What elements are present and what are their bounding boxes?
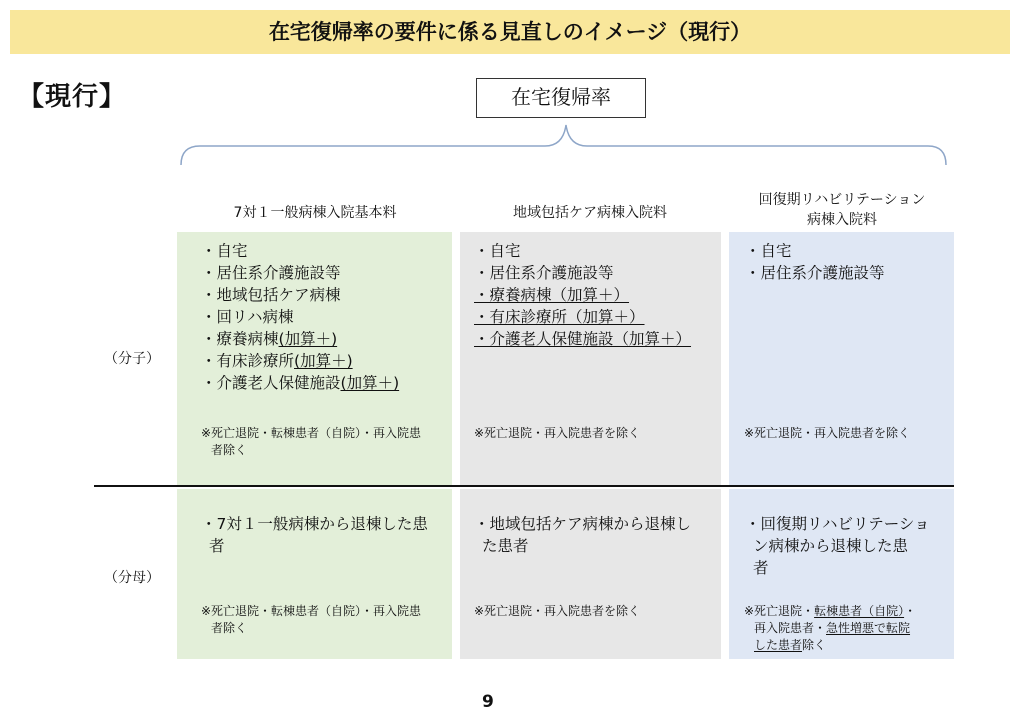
list-item: ・居住系介護施設等	[745, 264, 885, 282]
divider	[94, 485, 954, 487]
list-item: ・居住系介護施設等	[474, 264, 614, 282]
rate-box: 在宅復帰率	[476, 78, 646, 118]
list-item: ・自宅	[201, 242, 248, 260]
list-item: ・有床診療所（加算＋）	[474, 308, 645, 326]
list-item: ・回リハ病棟	[201, 308, 294, 326]
section-label: 【現行】	[18, 82, 127, 112]
list-item: ・療養病棟（加算＋）	[474, 286, 630, 304]
numerator-cell-recovery-rehab	[729, 232, 954, 485]
denominator-cell-recovery-rehab: ・回復期リハビリテーショ ン病棟から退棟した患 者	[729, 489, 954, 659]
denominator-note-recovery-rehab: ※死亡退院・転棟患者（自院）・ 再入院患者・急性増悪で転院 した患者除く	[744, 604, 917, 652]
numerator-note-7-1: ※死亡退院・転棟患者（自院）・再入院患 者除く	[201, 426, 422, 457]
denominator-note-community-care: ※死亡退院・再入院患者を除く	[474, 604, 641, 618]
list-item: ・居住系介護施設等	[201, 264, 341, 282]
list-item: ・地域包括ケア病棟	[201, 286, 341, 304]
numerator-note-recovery-rehab: ※死亡退院・再入院患者を除く	[744, 426, 911, 440]
list-item: ・自宅	[474, 242, 521, 260]
row-label-numerator: （分子）	[104, 351, 160, 367]
list-item: ・介護老人保健施設（加算＋）	[474, 330, 692, 348]
column-header-7-1: 7対１一般病棟入院基本料	[233, 205, 397, 221]
column-header-recovery-rehab: 回復期リハビリテーション 病棟入院料	[758, 192, 926, 228]
denominator-cell-community-care: ・地域包括ケア病棟から退棟し た患者	[460, 489, 721, 659]
row-label-denominator: （分母）	[104, 570, 160, 586]
page-number: 9	[482, 692, 494, 712]
numerator-note-community-care: ※死亡退院・再入院患者を除く	[474, 426, 641, 440]
denominator-cell-7-1: ・7対１一般病棟から退棟した患 者	[177, 489, 452, 659]
list-item: ・療養病棟(加算＋)	[201, 330, 338, 348]
denominator-note-7-1: ※死亡退院・転棟患者（自院）・再入院患 者除く	[201, 604, 422, 635]
page-title: 在宅復帰率の要件に係る見直しのイメージ（現行）	[10, 10, 1010, 54]
numerator-cell-community-care	[460, 232, 721, 485]
list-item: ・有床診療所(加算＋)	[201, 352, 353, 370]
list-item: ・介護老人保健施設(加算＋)	[201, 374, 400, 392]
list-item: ・自宅	[745, 242, 792, 260]
column-header-community-care: 地域包括ケア病棟入院料	[513, 205, 667, 221]
